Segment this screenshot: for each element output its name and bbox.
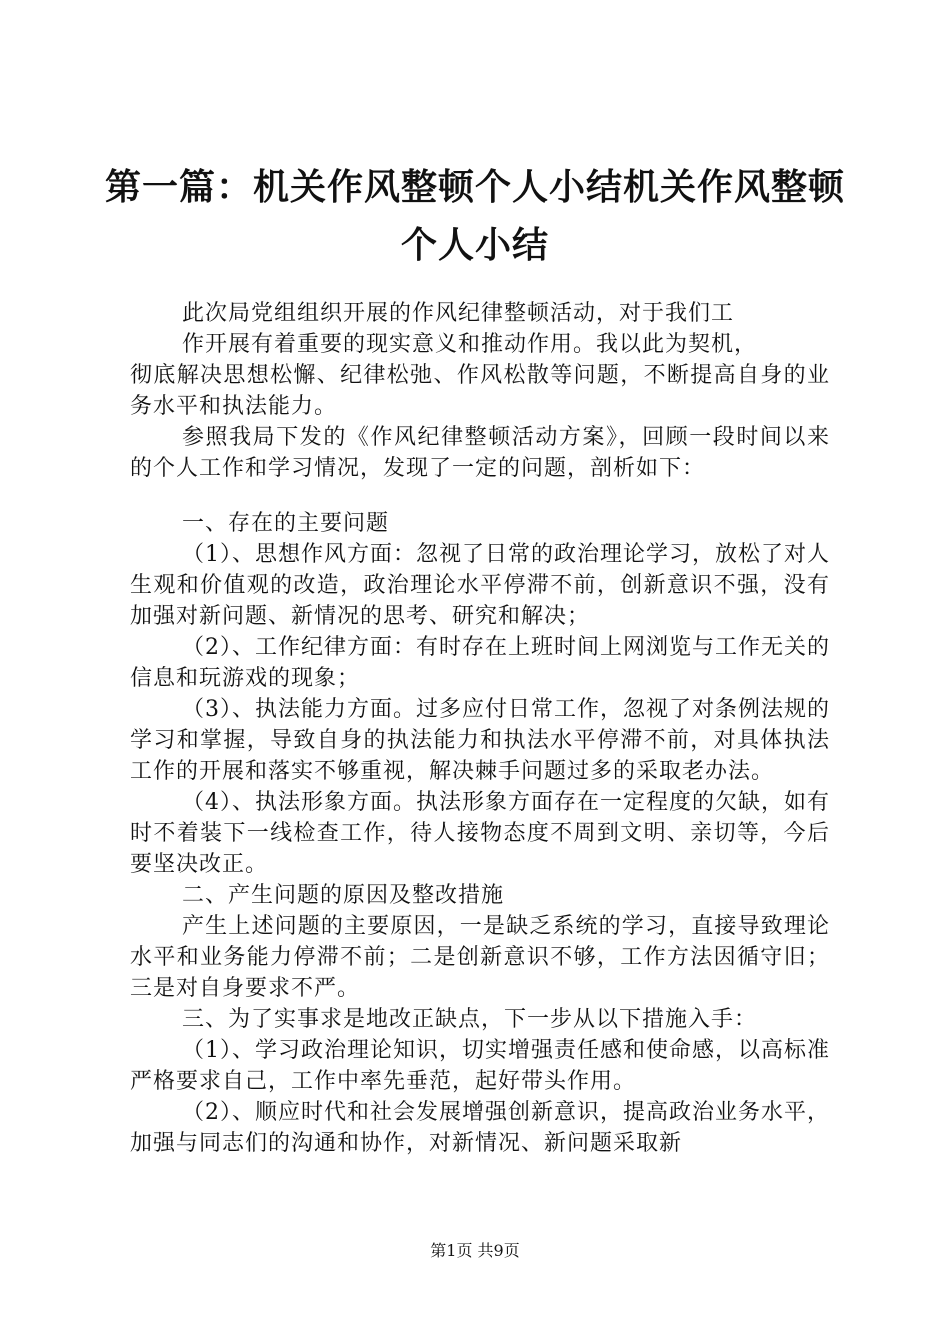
paragraph-problem-2: （2）、工作纪律方面：有时存在上班时间上网浏览与工作无关的信息和玩游戏的现象； bbox=[130, 635, 830, 691]
document-body bbox=[130, 298, 830, 1159]
section-heading-measures: 三、为了实事求是地改正缺点，下一步从以下措施入手： bbox=[182, 1007, 758, 1032]
paragraph-intro-rest: 彻底解决思想松懈、纪律松弛、作风松散等问题，不断提高自身的业务水平和执法能力。 bbox=[130, 363, 830, 419]
paragraph-causes: 产生上述问题的主要原因，一是缺乏系统的学习，直接导致理论水平和业务能力停滞不前；二是创新意识不够，工作方法因循守旧；三是对自身要求不严。 bbox=[130, 914, 830, 1001]
paragraph-measure-1: （1）、学习政治理论知识，切实增强责任感和使命感，以高标准严格要求自己，工作中率先垂范，起好带头作用。 bbox=[130, 1038, 830, 1094]
paragraph-intro bbox=[130, 298, 830, 422]
paragraph-intro-line1: 此次局党组组织开展的作风纪律整顿活动，对于我们工 bbox=[182, 301, 735, 326]
paragraph-intro-line2: 作开展有着重要的现实意义和推动作用。我以此为契机， bbox=[182, 332, 758, 357]
section-heading-problems: 一、存在的主要问题 bbox=[182, 511, 390, 536]
page-number-footer: 第1页 共9页 bbox=[430, 1241, 520, 1260]
paragraph-problem-4: （4）、执法形象方面。执法形象方面存在一定程度的欠缺，如有时不着装下一线检查工作，待人接物态度不周到文明、亲切等，今后要坚决改正。 bbox=[130, 790, 830, 877]
paragraph-gap bbox=[130, 484, 830, 508]
paragraph-measure-2: （2）、顺应时代和社会发展增强创新意识，提高政治业务水平，加强与同志们的沟通和协作，对新情况、新问题采取新 bbox=[130, 1100, 830, 1156]
section-heading-causes: 二、产生问题的原因及整改措施 bbox=[182, 883, 505, 908]
paragraph-reference: 参照我局下发的《作风纪律整顿活动方案》，回顾一段时间以来的个人工作和学习情况，发现了一定的问题，剖析如下： bbox=[130, 425, 830, 481]
document-title: 第一篇：机关作风整顿个人小结机关作风整顿个人小结 bbox=[104, 166, 845, 266]
paragraph-problem-3: （3）、执法能力方面。过多应付日常工作，忽视了对条例法规的学习和掌握，导致自身的执法能力和执法水平停滞不前，对具体执法工作的开展和落实不够重视，解决棘手问题过多的采取老办法。 bbox=[130, 697, 830, 784]
paragraph-problem-1: （1）、思想作风方面：忽视了日常的政治理论学习，放松了对人生观和价值观的改造，政治理论水平停滞不前，创新意识不强，没有加强对新问题、新情况的思考、研究和解决； bbox=[130, 542, 830, 629]
